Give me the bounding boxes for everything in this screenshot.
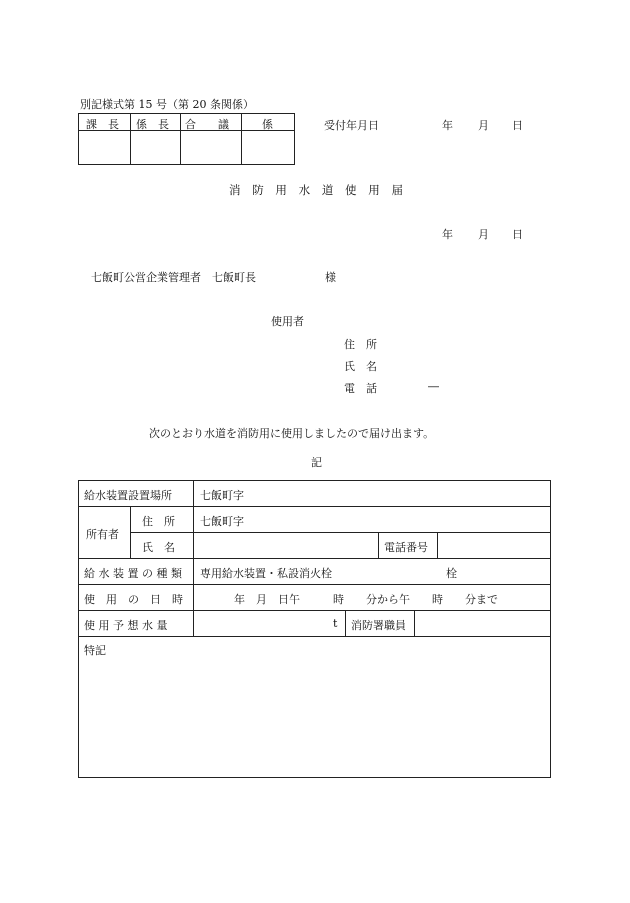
- approval-kakaricho-label: 係 長: [136, 118, 169, 131]
- owner-phone-label: 電話番号: [384, 541, 428, 554]
- received-year: 年: [442, 119, 453, 132]
- approval-gogi-label: 合 議: [185, 118, 229, 131]
- form-number: 別記様式第 15 号（第 20 条関係）: [80, 98, 254, 111]
- received-date-label: 受付年月日: [324, 119, 379, 132]
- owner-address-label: 住 所: [142, 515, 175, 528]
- user-phone-label: 電 話: [344, 382, 377, 395]
- device-unit: 栓: [446, 567, 457, 580]
- notes-label: 特記: [84, 644, 106, 657]
- received-month: 月: [478, 119, 489, 132]
- row-divider-2: [78, 558, 551, 559]
- volume-label: 使 用 予 想 水 量: [84, 619, 168, 632]
- owner-address-value[interactable]: 七飯町字: [200, 515, 244, 528]
- submit-day: 日: [512, 228, 523, 241]
- approval-col-divider-3: [241, 113, 242, 165]
- location-label: 給水装置設置場所: [84, 489, 172, 502]
- row-divider-4: [78, 610, 551, 611]
- row-divider-3: [78, 584, 551, 585]
- received-day: 日: [512, 119, 523, 132]
- addressee: 七飯町公営企業管理者 七飯町長: [91, 271, 256, 284]
- col-divider-officer-label: [345, 610, 346, 636]
- statement: 次のとおり水道を消防用に使用しましたので届け出ます。: [149, 427, 435, 440]
- approval-col-divider-2: [180, 113, 181, 165]
- col-divider-phone-label: [378, 532, 379, 558]
- owner-label: 所有者: [86, 528, 119, 541]
- row-divider-1: [78, 506, 551, 507]
- owner-name-label: 氏 名: [142, 541, 175, 554]
- user-label: 使用者: [271, 315, 304, 328]
- approval-ka-label: 課 長: [86, 118, 119, 131]
- addressee-sama: 様: [325, 271, 336, 284]
- user-phone-dash: ―: [428, 380, 439, 393]
- user-address-label: 住 所: [344, 338, 377, 351]
- col-divider-owner: [130, 506, 131, 558]
- user-name-label: 氏 名: [344, 360, 377, 373]
- ki-label: 記: [311, 456, 322, 469]
- col-divider-officer-value: [414, 610, 415, 636]
- fire-officer-label: 消防署職員: [351, 619, 406, 632]
- datetime-label: 使 用 の 日 時: [84, 593, 183, 606]
- volume-unit: t: [333, 617, 338, 630]
- col-divider-phone-value: [437, 532, 438, 558]
- approval-kakari-label: 係: [262, 118, 273, 131]
- page-title: 消 防 用 水 道 使 用 届: [229, 183, 407, 197]
- approval-col-divider-1: [130, 113, 131, 165]
- col-divider-label: [193, 480, 194, 636]
- device-type-value[interactable]: 専用給水装置・私設消火栓: [200, 567, 332, 580]
- location-value[interactable]: 七飯町字: [200, 489, 244, 502]
- datetime-value[interactable]: 年 月 日午 時 分から午 時 分まで: [234, 593, 498, 606]
- device-type-label: 給 水 装 置 の 種 類: [84, 567, 182, 580]
- submit-month: 月: [478, 228, 489, 241]
- row-divider-5: [78, 636, 551, 637]
- submit-year: 年: [442, 228, 453, 241]
